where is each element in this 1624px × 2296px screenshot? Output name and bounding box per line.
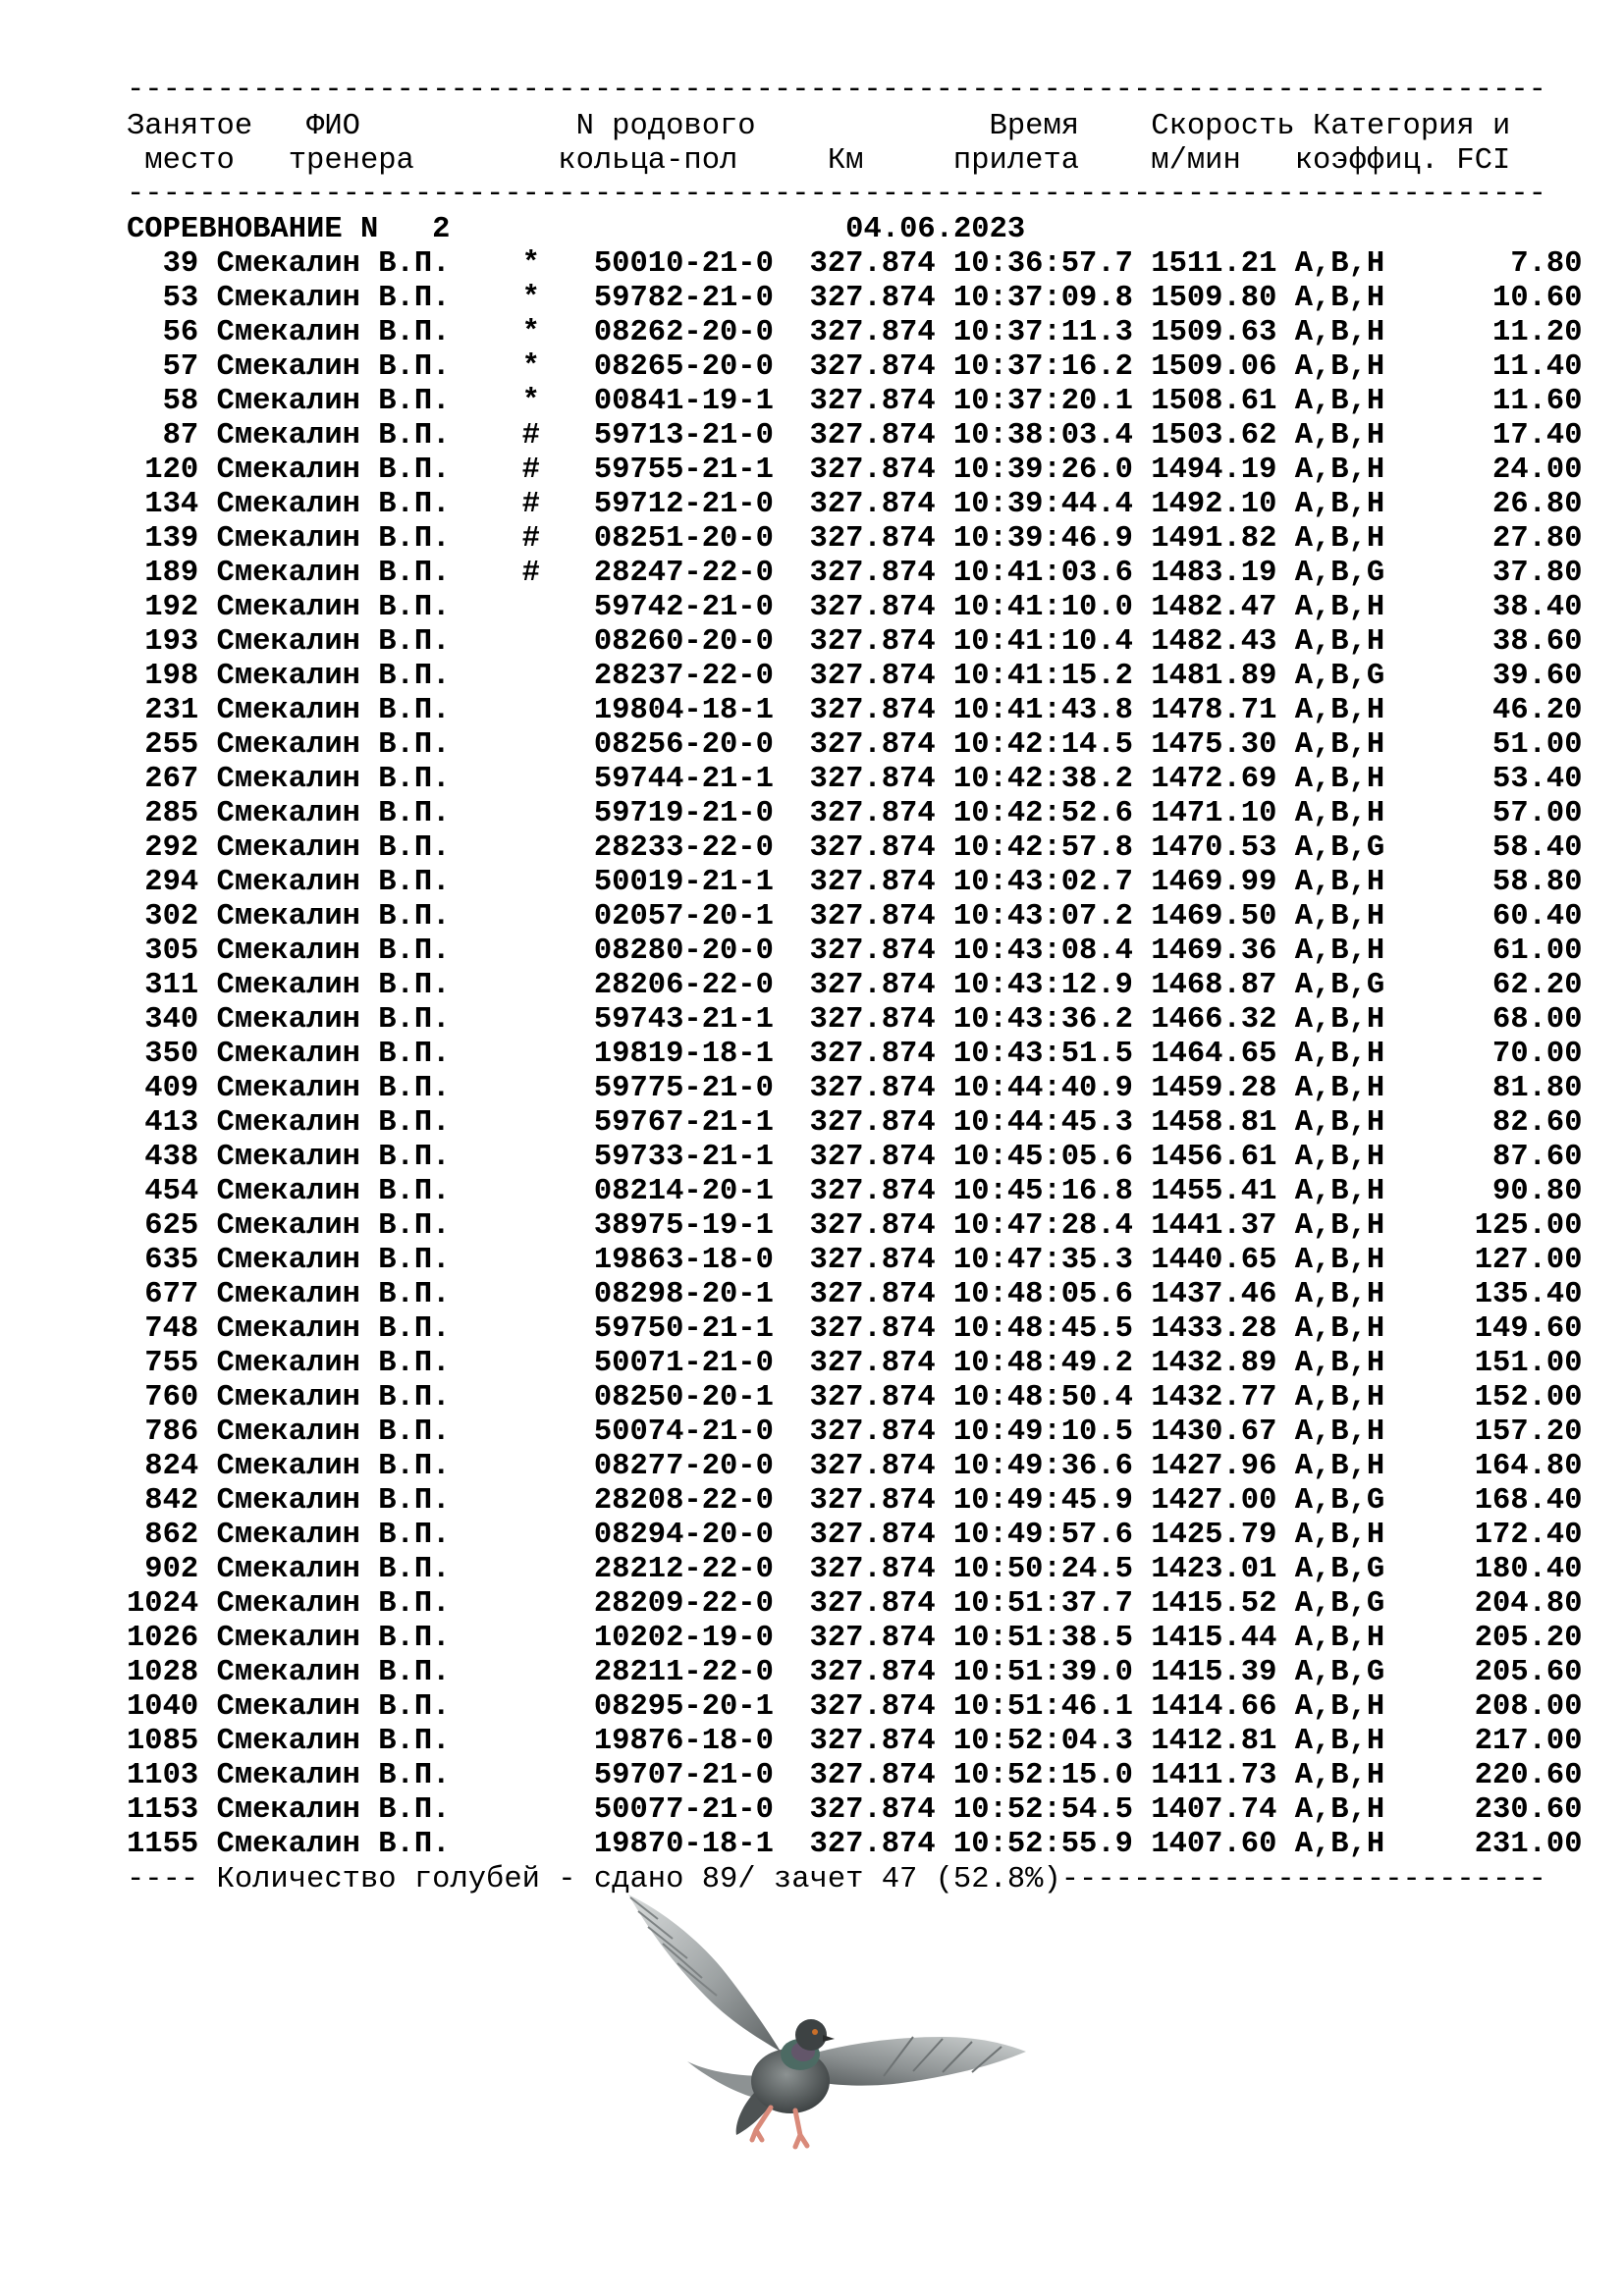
table-row: 340 Смекалин В.П. 59743-21-1 327.874 10:43:36.2 1466.32 A,B,H 68.00	[127, 1003, 1583, 1037]
table-row: 635 Смекалин В.П. 19863-18-0 327.874 10:47:35.3 1440.65 A,B,H 127.00	[127, 1244, 1583, 1277]
competition-number: 2	[432, 213, 451, 246]
table-row: 294 Смекалин В.П. 50019-21-1 327.874 10:43:02.7 1469.99 A,B,H 58.80	[127, 866, 1583, 899]
table-row: 748 Смекалин В.П. 59750-21-1 327.874 10:48:45.5 1433.28 A,B,H 149.60	[127, 1312, 1583, 1346]
table-row: 824 Смекалин В.П. 08277-20-0 327.874 10:49:36.6 1427.96 A,B,H 164.80	[127, 1450, 1583, 1483]
table-row: 134 Смекалин В.П. # 59712-21-0 327.874 10:39:44.4 1492.10 A,B,H 26.80	[127, 488, 1583, 521]
competition-date: 04.06.2023	[845, 213, 1026, 246]
table-row: 292 Смекалин В.П. 28233-22-0 327.874 10:42:57.8 1470.53 A,B,G 58.40	[127, 831, 1583, 865]
flying-pigeon-illustration	[619, 1890, 1041, 2169]
table-row: 677 Смекалин В.П. 08298-20-1 327.874 10:48:05.6 1437.46 A,B,H 135.40	[127, 1278, 1583, 1311]
table-row: 413 Смекалин В.П. 59767-21-1 327.874 10:44:45.3 1458.81 A,B,H 82.60	[127, 1106, 1583, 1140]
table-row: 1085 Смекалин В.П. 19876-18-0 327.874 10:52:04.3 1412.81 A,B,H 217.00	[127, 1725, 1583, 1758]
table-row: 53 Смекалин В.П. * 59782-21-0 327.874 10:37:09.8 1509.80 A,B,H 10.60	[127, 282, 1583, 315]
table-row: 454 Смекалин В.П. 08214-20-1 327.874 10:45:16.8 1455.41 A,B,H 90.80	[127, 1175, 1583, 1208]
table-row: 193 Смекалин В.П. 08260-20-0 327.874 10:41:10.4 1482.43 A,B,H 38.60	[127, 625, 1583, 659]
table-row: 438 Смекалин В.П. 59733-21-1 327.874 10:45:05.6 1456.61 A,B,H 87.60	[127, 1141, 1583, 1174]
table-row: 1040 Смекалин В.П. 08295-20-1 327.874 10:51:46.1 1414.66 A,B,H 208.00	[127, 1690, 1583, 1724]
table-row: 842 Смекалин В.П. 28208-22-0 327.874 10:49:45.9 1427.00 A,B,G 168.40	[127, 1484, 1583, 1518]
table-row: 58 Смекалин В.П. * 00841-19-1 327.874 10:37:20.1 1508.61 A,B,H 11.60	[127, 385, 1583, 418]
table-row: 625 Смекалин В.П. 38975-19-1 327.874 10:47:28.4 1441.37 A,B,H 125.00	[127, 1209, 1583, 1243]
table-row: 255 Смекалин В.П. 08256-20-0 327.874 10:42:14.5 1475.30 A,B,H 51.00	[127, 728, 1583, 762]
table-row: 198 Смекалин В.П. 28237-22-0 327.874 10:41:15.2 1481.89 A,B,G 39.60	[127, 660, 1583, 693]
header-rule-bottom: -------------------------------------------------------------------------------	[127, 178, 1546, 211]
table-row: 862 Смекалин В.П. 08294-20-0 327.874 10:49:57.6 1425.79 A,B,H 172.40	[127, 1519, 1583, 1552]
table-row: 902 Смекалин В.П. 28212-22-0 327.874 10:50:24.5 1423.01 A,B,G 180.40	[127, 1553, 1583, 1586]
table-row: 189 Смекалин В.П. # 28247-22-0 327.874 10:41:03.6 1483.19 A,B,G 37.80	[127, 557, 1583, 590]
table-row: 57 Смекалин В.П. * 08265-20-0 327.874 10:37:16.2 1509.06 A,B,H 11.40	[127, 350, 1583, 384]
table-row: 409 Смекалин В.П. 59775-21-0 327.874 10:44:40.9 1459.28 A,B,H 81.80	[127, 1072, 1583, 1105]
table-row: 56 Смекалин В.П. * 08262-20-0 327.874 10:37:11.3 1509.63 A,B,H 11.20	[127, 316, 1583, 349]
table-row: 231 Смекалин В.П. 19804-18-1 327.874 10:41:43.8 1478.71 A,B,H 46.20	[127, 694, 1583, 727]
table-row: 786 Смекалин В.П. 50074-21-0 327.874 10:49:10.5 1430.67 A,B,H 157.20	[127, 1415, 1583, 1449]
table-row: 311 Смекалин В.П. 28206-22-0 327.874 10:43:12.9 1468.87 A,B,G 62.20	[127, 969, 1583, 1002]
table-row: 267 Смекалин В.П. 59744-21-1 327.874 10:42:38.2 1472.69 A,B,H 53.40	[127, 763, 1583, 796]
header-line-1: Занятое ФИО N родового Время Скорость Категория и	[127, 110, 1511, 143]
footer-summary: ---- Количество голубей - сдано 89/ зачет 47 (52.8%)---------------------------	[127, 1863, 1546, 1896]
table-row: 285 Смекалин В.П. 59719-21-0 327.874 10:42:52.6 1471.10 A,B,H 57.00	[127, 797, 1583, 830]
table-row: 39 Смекалин В.П. * 50010-21-0 327.874 10:36:57.7 1511.21 A,B,H 7.80	[127, 247, 1583, 281]
table-row: 760 Смекалин В.П. 08250-20-1 327.874 10:48:50.4 1432.77 A,B,H 152.00	[127, 1381, 1583, 1415]
table-row: 1103 Смекалин В.П. 59707-21-0 327.874 10:52:15.0 1411.73 A,B,H 220.60	[127, 1759, 1583, 1792]
table-row: 1028 Смекалин В.П. 28211-22-0 327.874 10:51:39.0 1415.39 A,B,G 205.60	[127, 1656, 1583, 1689]
table-row: 755 Смекалин В.П. 50071-21-0 327.874 10:48:49.2 1432.89 A,B,H 151.00	[127, 1347, 1583, 1380]
competition-label: СОРЕВНОВАНИЕ N	[127, 213, 379, 246]
table-row: 350 Смекалин В.П. 19819-18-1 327.874 10:43:51.5 1464.65 A,B,H 70.00	[127, 1038, 1583, 1071]
header-line-2: место тренера кольца-пол Км прилета м/мин коэффиц. FCI	[127, 144, 1511, 178]
table-row: 120 Смекалин В.П. # 59755-21-1 327.874 10:39:26.0 1494.19 A,B,H 24.00	[127, 454, 1583, 487]
table-row: 139 Смекалин В.П. # 08251-20-0 327.874 10:39:46.9 1491.82 A,B,H 27.80	[127, 522, 1583, 556]
table-row: 1026 Смекалин В.П. 10202-19-0 327.874 10:51:38.5 1415.44 A,B,H 205.20	[127, 1622, 1583, 1655]
table-row: 1024 Смекалин В.П. 28209-22-0 327.874 10:51:37.7 1415.52 A,B,G 204.80	[127, 1587, 1583, 1621]
table-row: 1155 Смекалин В.П. 19870-18-1 327.874 10:52:55.9 1407.60 A,B,H 231.00	[127, 1828, 1583, 1861]
table-row: 87 Смекалин В.П. # 59713-21-0 327.874 10:38:03.4 1503.62 A,B,H 17.40	[127, 419, 1583, 453]
header-rule-top: -------------------------------------------------------------------------------	[127, 74, 1546, 107]
table-row: 1153 Смекалин В.П. 50077-21-0 327.874 10:52:54.5 1407.74 A,B,H 230.60	[127, 1793, 1583, 1827]
table-row: 302 Смекалин В.П. 02057-20-1 327.874 10:43:07.2 1469.50 A,B,H 60.40	[127, 900, 1583, 934]
competition-line	[127, 213, 1595, 247]
table-row: 192 Смекалин В.П. 59742-21-0 327.874 10:41:10.0 1482.47 A,B,H 38.40	[127, 591, 1583, 624]
table-row: 305 Смекалин В.П. 08280-20-0 327.874 10:43:08.4 1469.36 A,B,H 61.00	[127, 934, 1583, 968]
